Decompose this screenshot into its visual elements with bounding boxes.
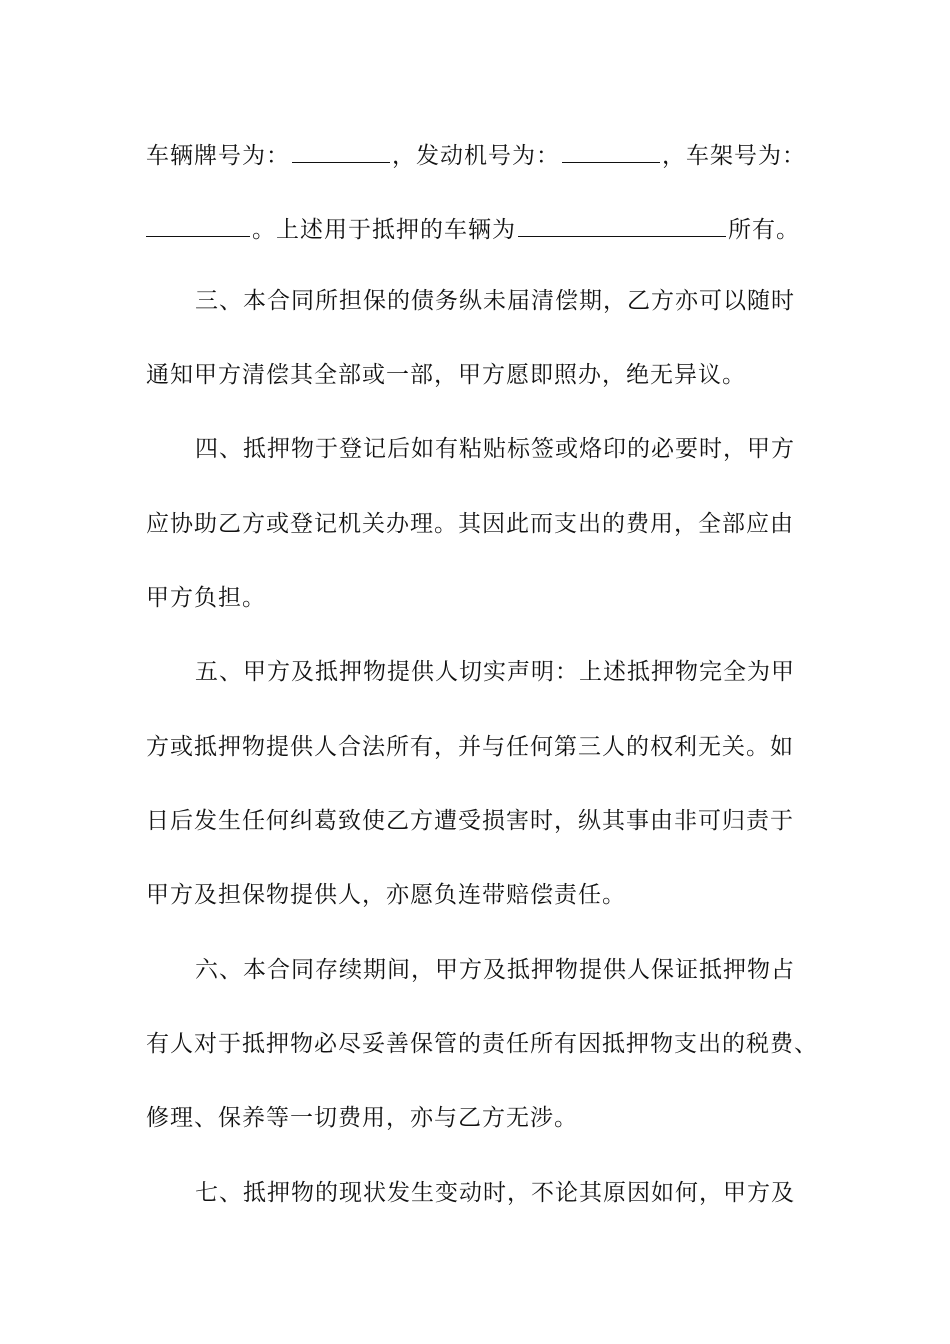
clause-7-line-1: 七、抵押物的现状发生变动时，不论其原因如何，甲方及 bbox=[195, 1180, 795, 1206]
vehicle-info-line bbox=[146, 132, 810, 172]
vehicle-owner-label: 。上述用于抵押的车辆为 bbox=[252, 217, 516, 243]
clause-5-line-4: 甲方及担保物提供人，亦愿负连带赔偿责任。 bbox=[146, 882, 626, 908]
clause-4-line-3: 甲方负担。 bbox=[146, 585, 266, 611]
vehicle-owner-line bbox=[146, 206, 810, 246]
engine-number-blank bbox=[562, 132, 660, 163]
clause-4-line-1: 四、抵押物于登记后如有粘贴标签或烙印的必要时，甲方 bbox=[195, 436, 795, 462]
plate-number-blank bbox=[292, 132, 390, 163]
plate-number-label: 车辆牌号为： bbox=[146, 143, 290, 169]
frame-number-label: ，车架号为： bbox=[662, 143, 806, 169]
frame-number-blank bbox=[146, 206, 250, 237]
clause-3-line-1: 三、本合同所担保的债务纵未届清偿期，乙方亦可以随时 bbox=[195, 288, 795, 314]
vehicle-owner-suffix: 所有。 bbox=[728, 217, 800, 243]
vehicle-owner-blank bbox=[518, 206, 726, 237]
clause-4-line-2: 应协助乙方或登记机关办理。其因此而支出的费用，全部应由 bbox=[146, 511, 794, 537]
clause-5-line-1: 五、甲方及抵押物提供人切实声明：上述抵押物完全为甲 bbox=[195, 659, 795, 685]
clause-5-line-3: 日后发生任何纠葛致使乙方遭受损害时，纵其事由非可归责于 bbox=[146, 808, 794, 834]
clause-6-line-2: 有人对于抵押物必尽妥善保管的责任所有因抵押物支出的税费、 bbox=[146, 1031, 818, 1057]
clause-5-line-2: 方或抵押物提供人合法所有，并与任何第三人的权利无关。如 bbox=[146, 734, 794, 760]
clause-3-line-2: 通知甲方清偿其全部或一部，甲方愿即照办，绝无异议。 bbox=[146, 362, 746, 388]
engine-number-label: ，发动机号为： bbox=[392, 143, 560, 169]
clause-6-line-3: 修理、保养等一切费用，亦与乙方无涉。 bbox=[146, 1105, 578, 1131]
clause-6-line-1: 六、本合同存续期间，甲方及抵押物提供人保证抵押物占 bbox=[195, 957, 795, 983]
